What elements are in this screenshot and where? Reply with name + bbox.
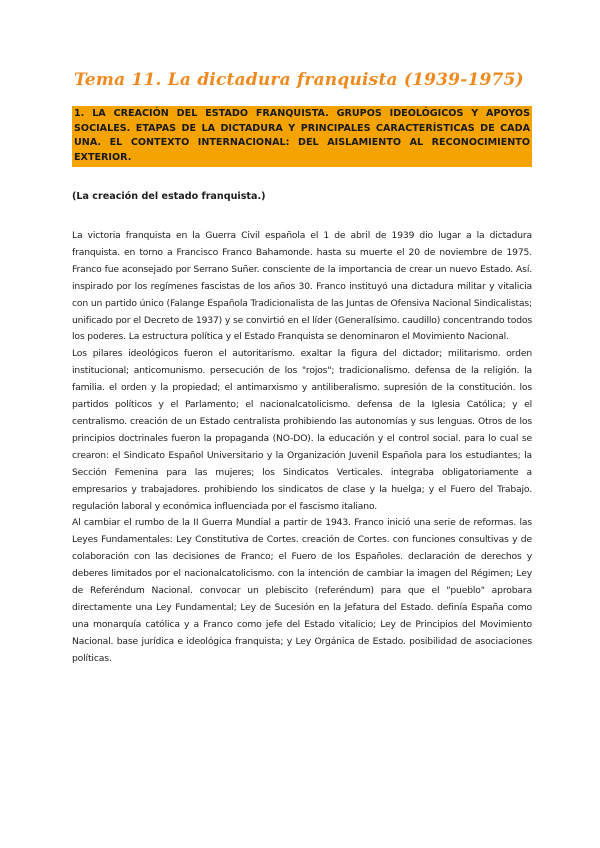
- paragraph-victoria: La victoria franquista en la Guerra Civil española el 1 de abril de 1939 dio lugar a la dictadura franquista. en torno a Francisco Franco Bahamonde. hasta su muerte el 20 de noviembre de 1975. Franco fue aconsejado por Serrano Suñer. consciente de la importancia de crear un nuevo Estado. Así. inspirado por los regímenes fascistas de los años 30. Franco instituyó una dictadura militar y vitalicia con un partido único (Falange Española Tradicionalista de las Juntas de Ofensiva Nacional Sindicalistas; unificado por el Decreto de 1937) y se convirtió en el líder (Generalísimo. caudillo) concentrando todos los poderes. La estructura política y el Estado Franquista se denominaron el Movimiento Nacional.: [72, 230, 532, 343]
- document-title: Tema 11. La dictadura franquista (1939-1975): [74, 70, 524, 90]
- subheading: (La creación del estado franquista.): [72, 191, 266, 202]
- body-text: [72, 228, 532, 668]
- section-heading: 1. LA CREACIÓN DEL ESTADO FRANQUISTA. GRUPOS IDEOLÓGICOS Y APOYOS SOCIALES. ETAPAS DE LA DICTADURA Y PRINCIPALES CARACTERÍSTICAS DE CADA UNA. EL CONTEXTO INTERNACIONAL: DEL AISLAMIENTO AL RECONOCIMIENTO EXTERIOR.: [72, 106, 532, 167]
- paragraph-pilares: Los pilares ideológicos fueron el autoritarismo. exaltar la figura del dictador; militarismo. orden institucional; anticomunismo. persecución de los "rojos"; tradicionalismo. defensa de la religión. la familia. el orden y la propiedad; el antimarxismo y antiliberalismo. supresión de la constitución. los partidos políticos y el Parlamento; el nacionalcatolicismo. defensa de la Iglesia Católica; y el centralismo. creación de un Estado centralista prohibiendo las autonomías y sus lenguas. Otros de los principios doctrinales fueron la propaganda (NO-DO). la educación y el control social. para lo cual se crearon: el Sindicato Español Universitario y la Organización Juvenil Española para los estudiantes; la Sección Femenina para las mujeres; los Sindicatos Verticales. integraba obligatoriamente a empresarios y trabajadores. prohibiendo los sindicatos de clase y la huelga; y el Fuero del Trabajo. regulación laboral y económica influenciada por el fascismo italiano.: [72, 348, 532, 512]
- paragraph-reformas: Al cambiar el rumbo de la II Guerra Mundial a partir de 1943. Franco inició una serie de reformas. las Leyes Fundamentales: Ley Constitutiva de Cortes. creación de Cortes. con funciones consultivas y de colaboración con las decisiones de Franco; el Fuero de los Españoles. declaración de derechos y deberes limitados por el nacionalcatolicismo. con la intención de cambiar la imagen del Régimen; Ley de Referéndum Nacional. convocar un plebiscito (referéndum) para que el "pueblo" aprobara directamente una Ley Fundamental; Ley de Sucesión en la Jefatura del Estado. definía España como una monarquía católica y a Franco como jefe del Estado vitalicio; Ley de Principios del Movimiento Nacional. base jurídica e ideológica franquista; y Ley Orgánica de Estado. posibilidad de asociaciones políticas.: [72, 517, 532, 664]
